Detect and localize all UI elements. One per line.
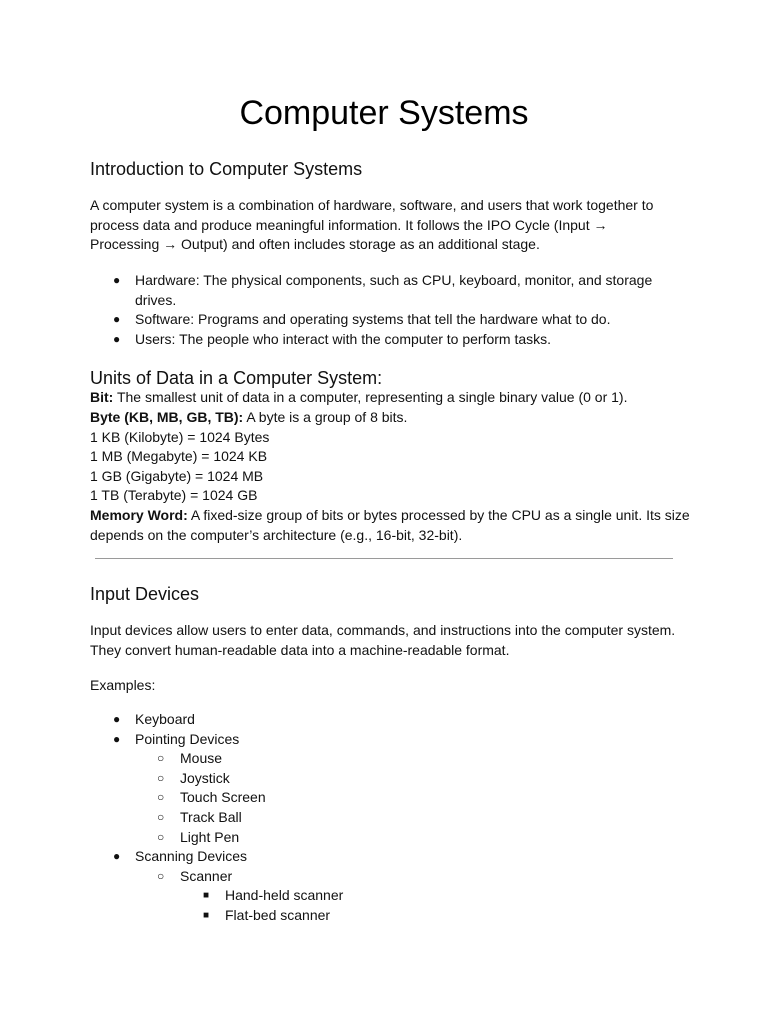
hollow-bullet-icon: ○	[157, 770, 165, 785]
bullet-icon: ●	[113, 849, 121, 864]
intro-paragraph: A computer system is a combination of hardware, software, and users that work together to process data and produce meaningful information. It follows the IPO Cycle (Input → Processing → Output) and often includes storage as an additional stage.	[90, 197, 654, 253]
bullet-icon: ●	[113, 331, 121, 346]
list-item: ■ Flat-bed scanner	[90, 906, 680, 926]
list-item: ○ Track Ball	[90, 808, 680, 828]
bullet-icon: ●	[113, 731, 121, 746]
input-paragraph: Input devices allow users to enter data, commands, and instructions into the computer system. They convert human-readable data into a machine-readable format.	[90, 622, 676, 658]
list-item: ○ Mouse	[90, 749, 680, 769]
memory-word-definition-cont: depends on the computer’s architecture (e.g., 16-bit, 32-bit).	[90, 527, 463, 543]
memory-word-label: Memory Word:	[90, 507, 188, 523]
hollow-bullet-icon: ○	[157, 751, 165, 766]
list-item: ○ Joystick	[90, 769, 680, 789]
memory-word-definition: Memory Word: A fixed-size group of bits or bytes processed by the CPU as a single unit. Its size	[90, 507, 690, 523]
intro-bullet-list	[90, 271, 680, 349]
bit-label: Bit:	[90, 389, 114, 405]
heading-units: Units of Data in a Computer System:	[90, 368, 383, 388]
list-item: ● Pointing Devices	[90, 730, 680, 750]
list-item: ■ Hand-held scanner	[90, 886, 680, 906]
bit-definition: Bit: The smallest unit of data in a computer, representing a single binary value (0 or 1).	[90, 389, 628, 405]
bullet-icon: ●	[113, 712, 121, 726]
conversion-mb: 1 MB (Megabyte) = 1024 KB	[90, 448, 268, 464]
list-item: ● Software: Programs and operating systems that tell the hardware what to do.	[90, 310, 680, 330]
list-item: ● Keyboard	[90, 710, 680, 730]
conversion-gb: 1 GB (Gigabyte) = 1024 MB	[90, 468, 264, 484]
heading-intro: Introduction to Computer Systems	[90, 159, 363, 179]
conversion-kb: 1 KB (Kilobyte) = 1024 Bytes	[90, 429, 270, 445]
square-bullet-icon: ■	[203, 909, 210, 921]
examples-label: Examples:	[90, 677, 156, 693]
conversion-tb: 1 TB (Terabyte) = 1024 GB	[90, 487, 258, 503]
list-item: ○ Light Pen	[90, 828, 680, 848]
byte-label: Byte (KB, MB, GB, TB):	[90, 409, 244, 425]
list-item: ● Users: The people who interact with the computer to perform tasks.	[90, 330, 680, 350]
list-item: ● Scanning Devices	[90, 847, 680, 867]
list-item: ○ Touch Screen	[90, 788, 680, 808]
bullet-icon: ●	[113, 312, 121, 327]
page-title: Computer Systems	[239, 94, 529, 132]
input-device-list	[90, 710, 680, 926]
hollow-bullet-icon: ○	[157, 809, 165, 824]
heading-input-devices: Input Devices	[90, 584, 200, 604]
hollow-bullet-icon: ○	[157, 868, 165, 883]
byte-definition: Byte (KB, MB, GB, TB): A byte is a group of 8 bits.	[90, 409, 408, 425]
list-item: ○ Scanner	[90, 867, 680, 887]
hollow-bullet-icon: ○	[157, 829, 165, 844]
bullet-icon: ●	[113, 273, 121, 287]
hollow-bullet-icon: ○	[157, 790, 165, 805]
square-bullet-icon: ■	[203, 890, 210, 902]
list-item: ● Hardware: The physical components, such as CPU, keyboard, monitor, and storage drives.	[113, 272, 653, 308]
horizontal-divider	[95, 558, 673, 559]
